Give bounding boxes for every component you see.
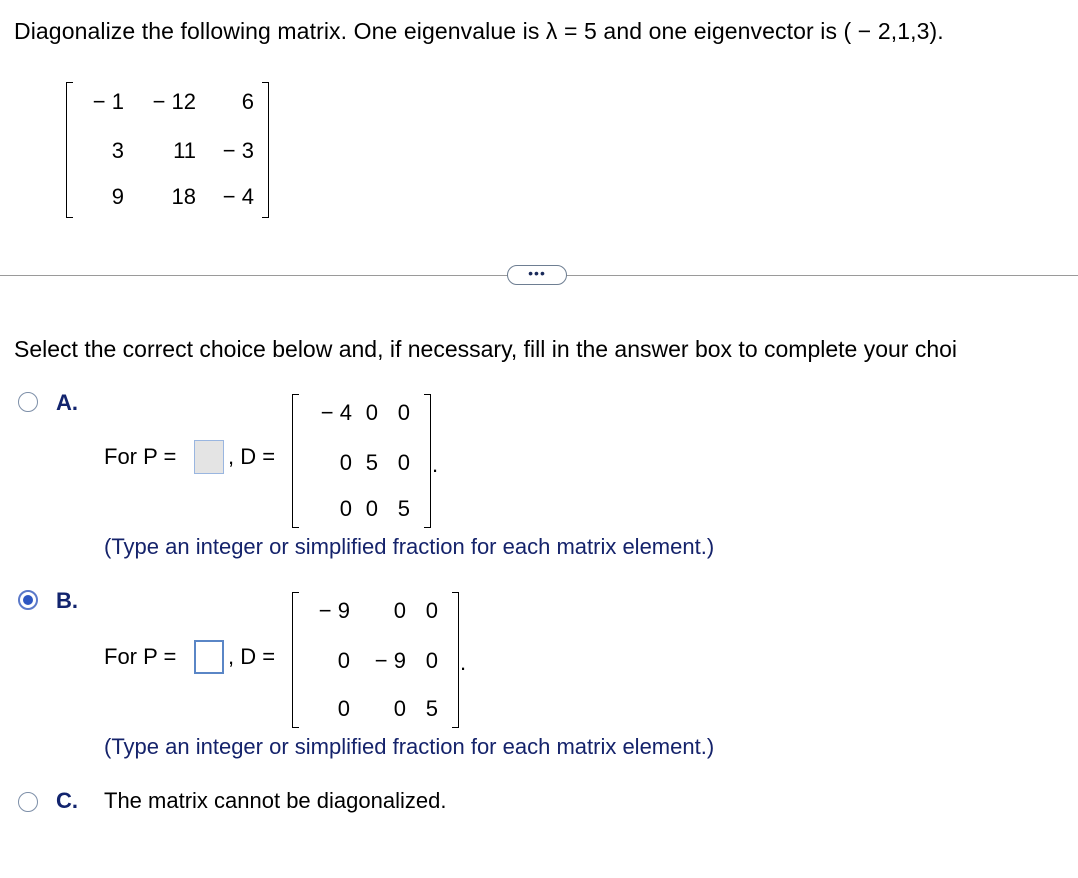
show-more-button[interactable]: ••• [507, 265, 567, 285]
option-b-d-left-bracket [292, 592, 299, 728]
option-a-radio[interactable] [18, 392, 38, 412]
matrix-a-cell: 3 [111, 138, 124, 163]
option-b-for-p-label: For P = [104, 644, 177, 669]
option-a-d-left-bracket [292, 394, 299, 528]
matrix-a-cell: − 12 [152, 89, 196, 114]
option-c-text: The matrix cannot be diagonalized. [104, 788, 447, 813]
option-c-letter: C. [56, 788, 78, 813]
matrix-a-cell: − 4 [222, 184, 254, 209]
option-a-d-cell: − 4 [320, 400, 352, 425]
option-b-hint: (Type an integer or simplified fraction for each matrix element.) [104, 734, 715, 759]
option-a-d-label: , D = [228, 444, 276, 469]
option-a-hint: (Type an integer or simplified fraction for each matrix element.) [104, 534, 715, 559]
option-a-d-cell: 5 [397, 496, 410, 521]
option-b-d-cell: 0 [337, 696, 350, 721]
option-a-letter: A. [56, 390, 78, 415]
option-a-d-cell: 5 [365, 450, 378, 475]
option-b-d-right-bracket [452, 592, 459, 728]
matrix-a-cell: − 1 [92, 89, 124, 114]
option-a-period: . [432, 452, 439, 477]
matrix-a-right-bracket [262, 82, 269, 218]
option-b-d-cell: 0 [337, 648, 350, 673]
option-a-d-cell: 0 [397, 450, 410, 475]
option-a-d-right-bracket [424, 394, 431, 528]
option-a-for-p-label: For P = [104, 444, 177, 469]
option-b-radio[interactable] [18, 590, 38, 610]
option-b-d-cell: − 9 [318, 598, 350, 623]
matrix-a-left-bracket [66, 82, 73, 218]
instruction-text: Select the correct choice below and, if necessary, fill in the answer box to complete your choi [14, 336, 958, 362]
option-a-d-cell: 0 [339, 496, 352, 521]
matrix-a-cell: 18 [171, 184, 196, 209]
option-b-p-answer-box[interactable] [194, 640, 224, 674]
matrix-a-cell: 11 [173, 138, 196, 163]
option-b-d-cell: − 9 [374, 648, 406, 673]
option-b-d-label: , D = [228, 644, 276, 669]
matrix-a-cell: − 3 [222, 138, 254, 163]
option-a-d-cell: 0 [365, 400, 378, 425]
option-b-d-cell: 0 [393, 696, 406, 721]
option-a-d-cell: 0 [365, 496, 378, 521]
option-c-radio[interactable] [18, 792, 38, 812]
option-b-d-cell: 0 [425, 648, 438, 673]
option-b-d-cell: 0 [393, 598, 406, 623]
option-a-p-answer-box[interactable] [194, 440, 224, 474]
matrix-a-cell: 6 [241, 89, 254, 114]
option-b-letter: B. [56, 588, 78, 613]
option-a-d-cell: 0 [397, 400, 410, 425]
question-text: Diagonalize the following matrix. One eigenvalue is λ = 5 and one eigenvector is ( − 2,1,3). [14, 18, 944, 44]
matrix-a-cell: 9 [111, 184, 124, 209]
option-b-d-cell: 5 [425, 696, 438, 721]
option-a-d-cell: 0 [339, 450, 352, 475]
option-b-d-cell: 0 [425, 598, 438, 623]
option-b-period: . [460, 650, 467, 675]
